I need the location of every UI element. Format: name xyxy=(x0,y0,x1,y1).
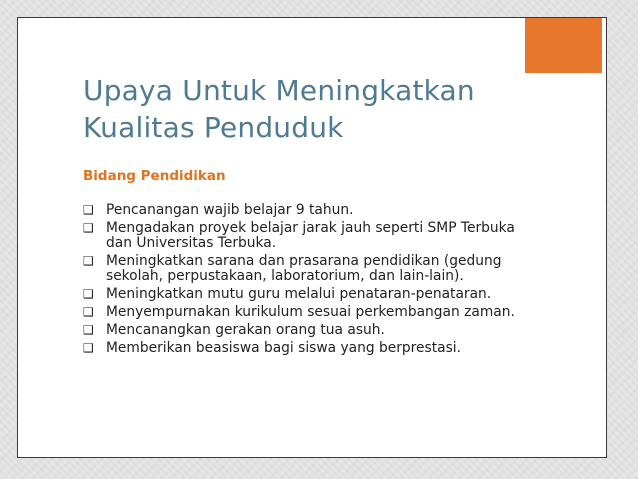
list-item xyxy=(83,341,543,356)
bullet-list xyxy=(83,203,543,359)
list-item xyxy=(83,254,543,284)
list-item-text: Memberikan beasiswa bagi siswa yang berprestasi. xyxy=(106,340,461,356)
list-item-text: Menyempurnakan kurikulum sesuai perkembangan zaman. xyxy=(106,304,515,320)
list-item xyxy=(83,305,543,320)
bullet-icon: ❑ xyxy=(83,305,94,319)
list-item xyxy=(83,287,543,302)
bullet-icon: ❑ xyxy=(83,221,94,235)
bullet-icon: ❑ xyxy=(83,287,94,301)
list-item xyxy=(83,203,543,218)
list-item-text: Meningkatkan sarana dan prasarana pendidikan (gedung sekolah, perpustakaan, laboratorium, dan lain-lain). xyxy=(106,253,502,284)
list-item-text: Pencanangan wajib belajar 9 tahun. xyxy=(106,202,354,218)
bullet-icon: ❑ xyxy=(83,323,94,337)
bullet-icon: ❑ xyxy=(83,254,94,268)
list-item-text: Mencanangkan gerakan orang tua asuh. xyxy=(106,322,385,338)
list-item-text: Meningkatkan mutu guru melalui penataran-penataran. xyxy=(106,286,492,302)
slide-title xyxy=(83,72,553,146)
list-item-text: Mengadakan proyek belajar jarak jauh seperti SMP Terbuka dan Universitas Terbuka. xyxy=(106,220,515,251)
list-item xyxy=(83,323,543,338)
slide-title-line-2: Kualitas Penduduk xyxy=(83,111,344,144)
bullet-icon: ❑ xyxy=(83,341,94,355)
bullet-icon: ❑ xyxy=(83,203,94,217)
slide-title-line-1: Upaya Untuk Meningkatkan xyxy=(83,74,475,107)
list-item xyxy=(83,221,543,251)
accent-bar xyxy=(525,18,602,73)
section-subheading: Bidang Pendidikan xyxy=(83,168,226,184)
